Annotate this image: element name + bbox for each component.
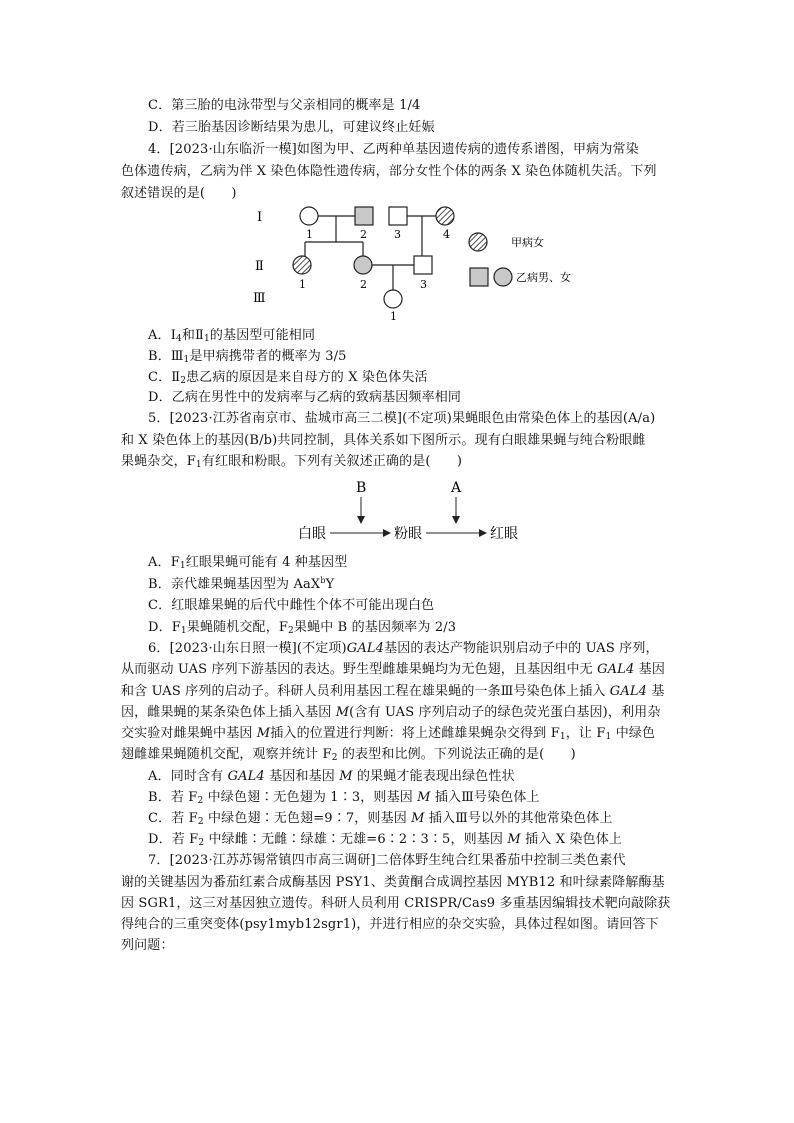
gene-a-label: A bbox=[451, 480, 462, 496]
individual-i-2 bbox=[355, 207, 373, 225]
q7-stem-line-4: 得纯合的三重突变体(psy1myb12sgr1)，并进行相应的杂交实验，具体过程如图。请回答下 bbox=[121, 917, 659, 932]
q4-option-a: A．$Ⅰ_4$和$Ⅱ_1$的基因型可能相同 bbox=[148, 328, 316, 344]
q7-stem-line-3: 因 SGR1，这三对基因独立遗传。科研人员利用 CRISPR/Cas9 多重基因编辑技术靶向敲除获 bbox=[121, 896, 671, 911]
q5-option-c: C．红眼雄果蝇的后代中雌性个体不可能出现白色 bbox=[148, 598, 435, 613]
q5-stem-line-1: 5．[2023·江苏省南京市、盐城市高三二模](不定项)果蝇眼色由常染色体上的基因(A/a) bbox=[148, 411, 656, 426]
label-ii-1: 1 bbox=[299, 278, 306, 291]
individual-ii-1 bbox=[293, 256, 311, 274]
q6-option-d: D．若 $F_2$ 中绿雌∶无雌∶绿雄∶无雄=6∶2∶3∶5，则基因 M 插入 X 染色体上 bbox=[148, 832, 622, 848]
legend-label-disease-a: 甲病女 bbox=[511, 236, 544, 249]
generation-label-ii: Ⅱ bbox=[255, 259, 264, 274]
q4-option-c: C．$Ⅱ_2$患乙病的原因是来自母方的 X 染色体失活 bbox=[148, 370, 428, 386]
q4-stem-line-1: 4．[2023·山东临沂一模]如图为甲、乙两种单基因遗传病的遗传系谱图，甲病为常染 bbox=[148, 142, 639, 157]
q7-stem-line-5: 列问题： bbox=[121, 938, 174, 953]
q5-option-d: D．$F_1$果蝇随机交配，$F_2$果蝇中 B 的基因频率为 2/3 bbox=[148, 620, 457, 636]
individual-i-3 bbox=[389, 207, 407, 225]
red-eye-label: 红眼 bbox=[490, 526, 518, 542]
gene-b-label: B bbox=[356, 480, 367, 496]
q5-stem-line-3: 果蝇杂交，$F_1$有红眼和粉眼。下列有关叙述正确的是( ) bbox=[121, 454, 463, 470]
q6-stem-line-3: 和含 UAS 序列的启动子。科研人员利用基因工程在雄果蝇的一条Ⅲ号染色体上插入 GAL4 基 bbox=[121, 684, 665, 699]
label-i-4: 4 bbox=[443, 228, 450, 241]
label-i-2: 2 bbox=[360, 228, 367, 241]
q5-option-a: A．$F_1$红眼果蝇可能有 4 种基因型 bbox=[148, 555, 348, 571]
legend-symbol-disease-b-male bbox=[470, 268, 488, 286]
white-eye-label: 白眼 bbox=[298, 526, 326, 542]
q6-stem-line-5: 交实验对雌果蝇中基因 M插入的位置进行判断：将上述雌雄果蝇杂交得到 $F_1$，让 $F_1$ 中绿色 bbox=[121, 726, 656, 742]
q6-option-a: A．同时含有 GAL4 基因和基因 M 的果蝇才能表现出绿色性状 bbox=[148, 769, 515, 784]
label-i-1: 1 bbox=[306, 228, 313, 241]
q6-stem-line-1: 6．[2023·山东日照一模](不定项)GAL4基因的表达产物能识别启动子中的 UAS 序列， bbox=[148, 641, 659, 656]
q4-option-d: D．乙病在男性中的发病率与乙病的致病基因频率相同 bbox=[148, 390, 462, 405]
q7-stem-line-1: 7．[2023·江苏苏锡常镇四市高三调研]二倍体野生纯合红果番茄中控制三类色素代 bbox=[148, 853, 626, 868]
q6-option-c: C．若 $F_2$ 中绿色翅∶无色翅=9∶7，则基因 M 插入Ⅲ号以外的其他常染色体上 bbox=[148, 811, 613, 827]
q6-stem-line-2: 从而驱动 UAS 序列下游基因的表达。野生型雌雄果蝇均为无色翅，且基因组中无 GAL4 基因 bbox=[121, 662, 665, 677]
q7-stem-line-2: 谢的关键基因为番茄红素合成酶基因 PSY1、类黄酮合成调控基因 MYB12 和叶绿素降解酶基 bbox=[121, 875, 665, 890]
individual-ii-3 bbox=[414, 256, 432, 274]
q3-option-c: C．第三胎的电泳带型与父亲相同的概率是 1/4 bbox=[148, 98, 421, 113]
generation-label-i: Ⅰ bbox=[257, 210, 263, 225]
q6-stem-line-6: 翅雌雄果蝇随机交配，观察并统计 $F_2$ 的表型和比例。下列说法正确的是( ) bbox=[121, 747, 576, 763]
q3-option-d: D．若三胎基因诊断结果为患儿，可建议终止妊娠 bbox=[148, 120, 435, 135]
individual-i-1 bbox=[300, 207, 318, 225]
q5-option-b: B．亲代雄果蝇基因型为 AaX$^b$Y bbox=[148, 576, 335, 592]
individual-iii-1 bbox=[384, 290, 402, 308]
q4-option-b: B．$Ⅲ_1$是甲病携带者的概率为 3/5 bbox=[148, 349, 347, 365]
individual-i-4 bbox=[436, 207, 454, 225]
q5-stem-line-2: 和 X 染色体上的基因(B/b)共同控制，具体关系如下图所示。现有白眼雄果蝇与纯合粉眼雌 bbox=[121, 433, 646, 448]
eye-color-pathway-diagram bbox=[290, 475, 540, 545]
q4-stem-line-3: 叙述错误的是( ) bbox=[121, 186, 237, 201]
generation-label-iii: Ⅲ bbox=[253, 291, 266, 306]
label-ii-3: 3 bbox=[420, 278, 427, 291]
legend-symbol-disease-a-female bbox=[469, 233, 487, 251]
label-ii-2: 2 bbox=[360, 278, 367, 291]
legend-label-disease-b: 乙病男、女 bbox=[516, 271, 571, 284]
legend-symbol-disease-b-female bbox=[494, 268, 512, 286]
q4-stem-line-2: 色体遗传病，乙病为伴 X 染色体隐性遗传病，部分女性个体的两条 X 染色体随机失活。下列 bbox=[121, 164, 657, 179]
q6-stem-line-4: 因，雌果蝇的某条染色体上插入基因 M(含有 UAS 序列启动子的绿色荧光蛋白基因)，利用杂 bbox=[121, 705, 661, 720]
label-iii-1: 1 bbox=[390, 310, 397, 323]
label-i-3: 3 bbox=[394, 228, 401, 241]
q6-option-b: B．若 $F_2$ 中绿色翅∶无色翅为 1∶3，则基因 M 插入Ⅲ号染色体上 bbox=[148, 790, 540, 806]
pedigree-diagram bbox=[245, 200, 605, 325]
pink-eye-label: 粉眼 bbox=[394, 526, 422, 542]
individual-ii-2 bbox=[354, 256, 372, 274]
